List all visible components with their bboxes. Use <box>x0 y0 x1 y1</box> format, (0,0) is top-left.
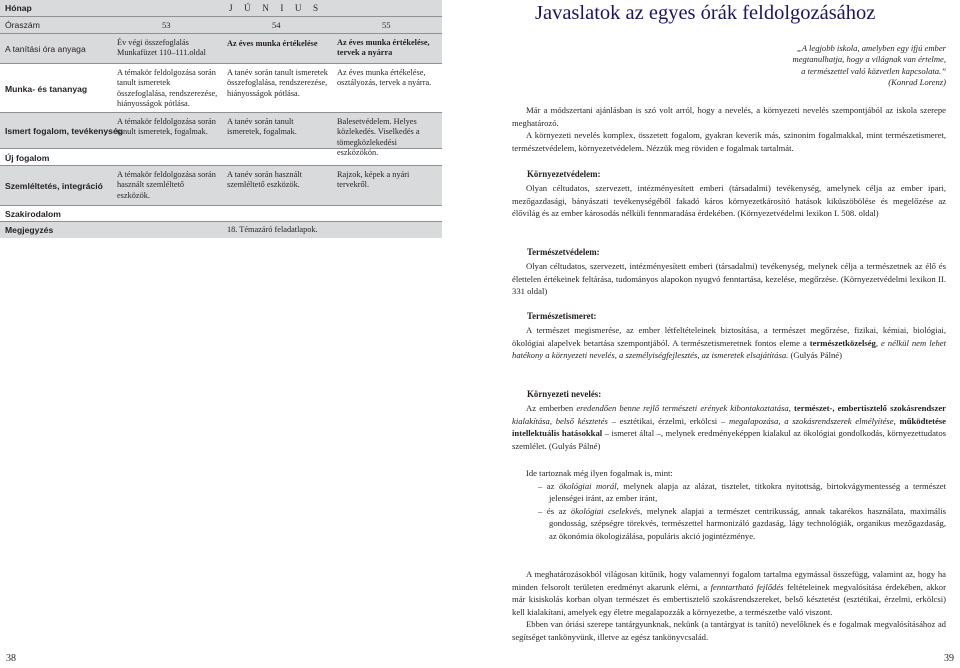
motto-author: (Konrad Lorenz) <box>888 76 946 87</box>
row-cell: 18. Témazáró feladatlapok. <box>227 225 318 234</box>
row-label: Ismert fogalom, tevékenység <box>5 126 123 136</box>
list-dash: – az <box>538 480 559 491</box>
section-heading: Természetismeret: <box>527 311 597 321</box>
table-row <box>0 34 442 64</box>
closing-paragraph <box>512 568 946 618</box>
hour-number: 53 <box>162 20 171 30</box>
row-cell: Balesetvédelem. Helyes közlekedés. Viselkedés a tömegközlekedési eszközökön. <box>337 117 420 158</box>
hour-number: 55 <box>382 20 391 30</box>
section-heading: Környezeti nevelés: <box>527 389 602 399</box>
motto-line: megtanulhatja, hogy a világnak van értelme, <box>792 54 946 65</box>
row-cell: A tanév során tanult ismeretek, fogalmak. <box>227 117 297 137</box>
section-text <box>512 402 946 452</box>
page-title: Javaslatok az egyes órák feldolgozásához <box>535 2 876 24</box>
table-row <box>0 222 442 238</box>
page-number-right: 39 <box>944 653 954 664</box>
list-text: , melynek alapja az alázat, tisztelet, titkokra nyitottság, birtokvágymentesség a természet jelenségei iránt, az ember iránt, <box>549 480 946 503</box>
row-label: Munka- és tananyag <box>5 84 88 94</box>
table-row <box>0 206 442 222</box>
closing-paragraph: Ebben van óriási szerepe tantárgyunknak, nekünk (a tantárgyat is tanító) nevelőknek és e fogalmak megvalósításához ad segítséget tankönyvünk, illetve az egész tankönyvcsalád. <box>512 619 946 642</box>
table-row <box>0 166 442 206</box>
text-run: A természet megismerése, az ember létfeltételeinek biztosítása, a természet megőrzése, fizikai, kémiai, biológiai, ökológiai alapelvek betartása szempontjából. A természetismeretnek fontos eleme a <box>512 325 946 348</box>
month-name: J Ú N I U S <box>229 3 323 13</box>
page-number-left: 38 <box>6 653 16 664</box>
row-cell: A témakör feldolgozása során használt szemléltető eszközök. <box>117 170 216 200</box>
section-text <box>512 324 946 362</box>
hour-number: 54 <box>272 20 281 30</box>
text-run: természet-, embertisztelő szokásrendszer <box>794 403 947 413</box>
text-run: Az emberben <box>526 403 577 413</box>
month-label: Hónap <box>5 3 32 13</box>
intro-paragraph: A környezeti nevelés komplex, összetett fogalom, gyakran keverik más, szinonim fogalmakkal, mint természetismeret, természetvédelem, környezetvédelem. Nézzük meg röviden e fogalmak tartalmát. <box>512 130 946 153</box>
list-text: , melynek alapjai a természet centrikusság, annak takarékos használata, maximális gondosság, szépségre törekvés, természettel harmonizáló gazdaság, lágy technológiák, organikus mezőgazdaság, az ökonómia ökologizálása, populáris akció jogintézménye. <box>549 505 947 541</box>
section-text: Olyan céltudatos, szervezett, intézményesített emberi (társadalmi) tevékenység, amelynek célja az ember ipari, mezőgazdasági, bányászati tevékenységéből fakadó káros környezetkárosító hatások kiküszöbölése és megelőzése az élővilág és az ember károsodás nélküli fennmaradása érdekében. (Környezetvédelmi lexikon I. 508. oldal) <box>512 183 946 218</box>
text-run: kialakítása, belső késztetés <box>512 415 608 426</box>
hours-row <box>0 17 442 34</box>
row-cell: A témakör feldolgozása során tanult ismeretek, fogalmak. <box>117 117 216 137</box>
text-run: megalapozása, a szokásrendszerek elmélyítése <box>729 415 894 426</box>
row-cell: Az éves munka értékelése <box>227 39 318 48</box>
list-item <box>512 505 946 543</box>
section-text: Olyan céltudatos, szervezett, intézményesített emberi (társadalmi) tevékenység, melynek célja a természetnek az élő és élettelen értékeinek feltárása, tudományos alapokon nyugvó fenntartása, kezelése, megőrzése. (Környezetvédelmi lexikon II. 331 oldal) <box>512 261 946 296</box>
list-item <box>512 480 946 505</box>
row-cell: Rajzok, képek a nyári tervekről. <box>337 170 410 190</box>
row-cell: A tanév során használt szemléltető eszközök. <box>227 170 302 190</box>
row-label: Megjegyzés <box>5 225 54 235</box>
list-term: ökológiai morál <box>558 480 617 491</box>
text-run: (Gulyás Pálné) <box>788 350 842 360</box>
table-row <box>0 149 442 166</box>
text-run: – esztétikai, érzelmi, erkölcsi – <box>607 415 729 426</box>
motto-quote <box>793 43 946 88</box>
row-cell: A tanév során tanult ismeretek összefoglalása, rendszerezése, hiányosságok pótlása. <box>227 68 328 98</box>
row-cell: Az éves munka értékelése, tervek a nyárra <box>337 38 430 58</box>
text-run: eredendően benne rejlő természeti erények kibontakoztatása <box>576 403 789 413</box>
text-run: , <box>893 415 900 426</box>
hours-label: Óraszám <box>5 20 40 30</box>
motto-line: „A legjobb iskola, amelyben egy ifjú ember <box>796 43 946 53</box>
motto-line: a természettel való közvetlen kapcsolata.” <box>801 65 946 76</box>
text-run: – ismeret által –, melynek eredményeképpen kialakul az ökológiai gondolkodás, környezettudatos szemlélet. (Gulyás Pálné) <box>512 428 946 451</box>
concept-list <box>512 467 946 542</box>
month-row <box>0 0 442 17</box>
section-heading: Természetvédelem: <box>527 247 600 257</box>
table-row <box>0 64 442 113</box>
list-intro: Ide tartoznak még ilyen fogalmak is, mint: <box>526 468 673 478</box>
list-term: ökológiai cselekvés <box>570 505 641 516</box>
bold-run: természetközelség <box>809 337 876 348</box>
row-cell: Év végi összefoglalás Munkafüzet 110–111.oldal <box>117 38 206 58</box>
row-label: Szemléltetés, integráció <box>5 181 103 191</box>
text-run: A meghatározásokból világosan kitűnik, hogy valamennyi fogalom tartalma egymással összefügg, valamint az, hogy ha minden felsorolt területen eredményt akarunk elérni, a <box>512 569 946 592</box>
text-run: feltételeinek megvalósítása érdekében, akkor már kisiskolás korban olyan természet és embertisztelő szokásrendszereket, belső késztetést (esztétikai, érzelmi, erkölcsi) kell kialakítani, amelyek egy életre megalapozzák a környezetbe, a természetbe való viszont. <box>512 581 946 617</box>
row-label: A tanítási óra anyaga <box>5 44 86 54</box>
row-cell: A témakör feldolgozása során tanult ismeretek összefoglalása, rendszerezése, hiányosságok pótlása. <box>117 68 218 109</box>
row-cell: Az éves munka értékelése, osztályozás, tervek a nyárra. <box>337 68 432 88</box>
text-run: , <box>788 403 795 413</box>
list-dash: – és az <box>538 505 571 516</box>
row-label: Új fogalom <box>5 153 50 163</box>
intro-paragraph: Már a módszertani ajánlásban is szó volt arról, hogy a nevelés, a környezeti nevelés szempontjából az iskola szerepe meghatározó. <box>512 105 946 128</box>
text-run: működtetése intellektuális hatásokkal <box>512 415 946 438</box>
section-heading: Környezetvédelem: <box>527 169 601 179</box>
italic-run: , e nélkül nem lehet hatékony a környezeti nevelés, a személyiségfejlesztés, az ismeretek elsajátítása. <box>512 337 946 360</box>
italic-run: fenntartható fejlődés <box>710 581 784 592</box>
row-label: Szakirodalom <box>5 209 61 219</box>
